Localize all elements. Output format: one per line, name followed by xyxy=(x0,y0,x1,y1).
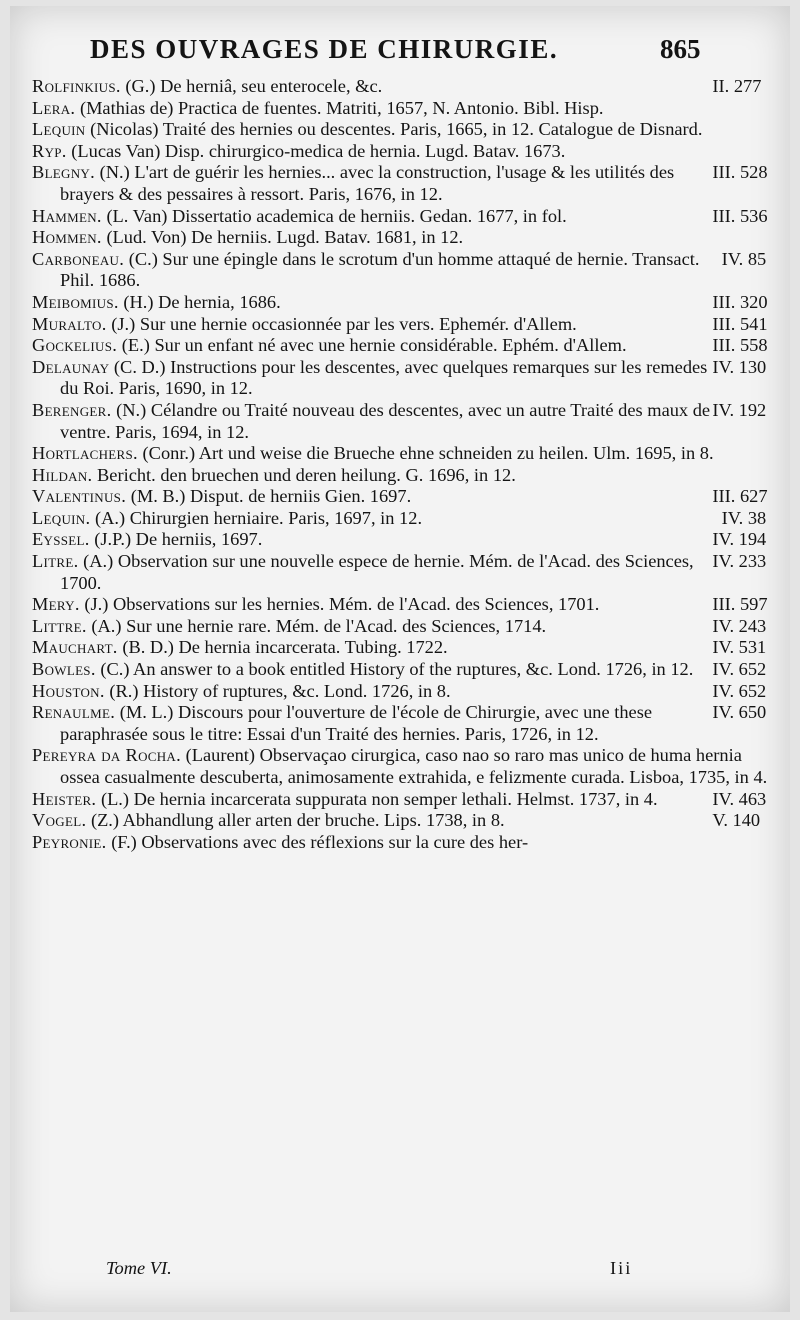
entry-reference: IV. 194 xyxy=(712,529,767,550)
entry-text xyxy=(32,76,772,98)
entry-text xyxy=(32,745,772,788)
entry-text xyxy=(32,594,772,616)
entry-reference: III. 541 xyxy=(712,313,768,334)
bibliography-entry xyxy=(32,357,772,400)
bibliography-entry xyxy=(32,745,772,788)
entry-text xyxy=(32,637,772,659)
author-name: Valentinus. xyxy=(32,486,127,507)
running-title: DES OUVRAGES DE CHIRURGIE. xyxy=(90,34,559,64)
author-name: Littre. xyxy=(32,615,87,636)
entry-reference: III. 627 xyxy=(712,486,768,507)
author-name: Delaunay xyxy=(32,356,110,377)
bibliography-entry xyxy=(32,206,772,228)
bibliography-entry xyxy=(32,292,772,314)
entry-description: (C. D.) Instructions pour les descentes, avec quelques remarques sur les remedes du Roi. Paris, 1690, in 12. xyxy=(60,356,708,399)
author-name: Meibomius. xyxy=(32,291,119,312)
entry-description: (J.) Sur une hernie occasionnée par les vers. Ephemér. d'Allem. xyxy=(111,313,577,334)
author-name: Muralto. xyxy=(32,313,107,334)
entry-description: (G.) De herniâ, seu enterocele, &c. xyxy=(125,76,383,96)
entry-description: (Conr.) Art und weise die Brueche ehne schneiden zu heilen. Ulm. 1695, in 8. xyxy=(142,443,714,464)
entry-description: (M. L.) Discours pour l'ouverture de l'école de Chirurgie, avec une these paraphrasée sous le titre: Essai d'un Traité des hernies. Paris, 1726, in 12. xyxy=(60,702,653,744)
entry-description: (C.) An answer to a book entitled History of the ruptures, &c. Lond. 1726, in 12. xyxy=(100,659,694,680)
bibliography-entry xyxy=(32,486,772,508)
entry-text xyxy=(32,551,772,594)
entry-reference: II. 277 xyxy=(712,76,762,96)
entry-description: (F.) Observations avec des réflexions sur la cure des her- xyxy=(111,831,529,852)
bibliography-entry xyxy=(32,465,772,487)
bibliography-entry xyxy=(32,119,772,141)
author-name: Ryp. xyxy=(32,140,67,161)
entry-text xyxy=(32,400,772,443)
bibliography-entry xyxy=(32,227,772,249)
author-name: Hommen. xyxy=(32,227,102,248)
entry-description: (Lucas Van) Disp. chirurgico-medica de hernia. Lugd. Batav. 1673. xyxy=(71,140,566,161)
entry-reference: IV. 243 xyxy=(712,615,767,636)
entry-reference: IV. 38 xyxy=(721,507,767,528)
bibliography-entry xyxy=(32,314,772,336)
entry-description: (C.) Sur une épingle dans le scrotum d'un homme attaqué de hernie. Transact. Phil. 1686. xyxy=(60,248,700,291)
entry-text xyxy=(32,162,772,205)
bibliography-entry xyxy=(32,810,772,832)
entry-text xyxy=(32,314,772,336)
entry-description: (E.) Sur un enfant né avec une hernie considérable. Ephém. d'Allem. xyxy=(121,335,627,356)
bibliography-entry xyxy=(32,789,772,811)
entry-text xyxy=(32,227,772,249)
author-name: Pereyra da Rocha. xyxy=(32,745,181,766)
bibliography-entry xyxy=(32,659,772,681)
author-name: Lequin. xyxy=(32,507,91,528)
author-name: Blegny. xyxy=(32,162,96,183)
entry-reference: III. 536 xyxy=(712,205,768,226)
author-name: Bowles. xyxy=(32,659,96,680)
bibliography-entry xyxy=(32,508,772,530)
page-footer xyxy=(10,1258,790,1288)
entry-text xyxy=(32,443,772,465)
bibliography-entry xyxy=(32,551,772,594)
bibliography-entry xyxy=(32,335,772,357)
author-name: Mauchart. xyxy=(32,637,118,658)
entry-description: (A.) Chirurgien herniaire. Paris, 1697, in 12. xyxy=(94,507,423,528)
entry-reference: III. 597 xyxy=(712,594,768,615)
entry-text xyxy=(32,508,772,530)
entry-reference: III. 558 xyxy=(712,335,768,356)
entry-reference: IV. 85 xyxy=(721,248,767,269)
entry-text xyxy=(32,810,772,832)
entry-reference: IV. 652 xyxy=(712,659,767,680)
author-name: Gockelius. xyxy=(32,335,118,356)
bibliography-entry xyxy=(32,443,772,465)
author-name: Eyssel. xyxy=(32,529,90,550)
entry-description: (N.) L'art de guérir les hernies... avec la construction, l'usage & les utilités des brayers & des pessaires à ressort. Paris, 1676, in 12. xyxy=(60,162,675,204)
bibliography-entry xyxy=(32,400,772,443)
entry-description: (A.) Observation sur une nouvelle espece de hernie. Mém. de l'Acad. des Sciences, 1700. xyxy=(60,551,694,593)
bibliography-list xyxy=(32,76,772,853)
entry-description: (M. B.) Disput. de herniis Gien. 1697. xyxy=(130,486,412,507)
entry-text xyxy=(32,98,772,120)
bibliography-entry xyxy=(32,832,772,854)
entry-text xyxy=(32,529,772,551)
entry-description: (Lud. Von) De herniis. Lugd. Batav. 1681, in 12. xyxy=(106,227,464,248)
signature-mark: Iii xyxy=(610,1258,633,1278)
entry-description: (Laurent) Observaçao cirurgica, caso nao so raro mas unico de huma hernia ossea casualmente descuberta, animosamente extrahida, e felizmente curada. Lisboa, 1735, in 4. xyxy=(60,745,768,787)
bibliography-entry xyxy=(32,249,772,292)
entry-text xyxy=(32,249,772,292)
bibliography-entry xyxy=(32,76,772,98)
bibliography-entry xyxy=(32,702,772,745)
entry-text xyxy=(32,486,772,508)
author-name: Lequin xyxy=(32,119,86,140)
author-name: Hildan. xyxy=(32,464,93,485)
bibliography-entry xyxy=(32,594,772,616)
entry-description: (J.) Observations sur les hernies. Mém. de l'Acad. des Sciences, 1701. xyxy=(84,594,600,615)
author-name: Rolfinkius. xyxy=(32,76,121,96)
entry-reference: IV. 650 xyxy=(712,702,767,723)
entry-reference: V. 140 xyxy=(712,810,761,831)
entry-text xyxy=(32,335,772,357)
entry-description: (R.) History of ruptures, &c. Lond. 1726, in 8. xyxy=(109,680,451,701)
entry-reference: III. 528 xyxy=(712,162,768,183)
entry-text xyxy=(32,702,772,745)
entry-reference: III. 320 xyxy=(712,291,768,312)
entry-description: (A.) Sur une hernie rare. Mém. de l'Acad. des Sciences, 1714. xyxy=(91,615,547,636)
entry-description: (L. Van) Dissertatio academica de herniis. Gedan. 1677, in fol. xyxy=(106,205,567,226)
entry-description: Bericht. den bruechen und deren heilung. G. 1696, in 12. xyxy=(97,464,516,485)
author-name: Hortlachers. xyxy=(32,443,138,464)
entry-text xyxy=(32,206,772,228)
entry-description: (N.) Célandre ou Traité nouveau des descentes, avec un autre Traité des maux de ventre. Paris, 1694, in 12. xyxy=(60,399,711,442)
entry-text xyxy=(32,616,772,638)
entry-text xyxy=(32,292,772,314)
entry-reference: IV. 463 xyxy=(712,788,767,809)
entry-description: (L.) De hernia incarcerata suppurata non semper lethali. Helmst. 1737, in 4. xyxy=(100,788,658,809)
entry-description: (J.P.) De herniis, 1697. xyxy=(94,529,263,550)
entry-description: (Z.) Abhandlung aller arten der bruche. Lips. 1738, in 8. xyxy=(90,810,505,831)
entry-reference: IV. 192 xyxy=(712,399,767,420)
entry-text xyxy=(32,357,772,400)
page-header xyxy=(10,34,790,74)
entry-text xyxy=(32,659,772,681)
author-name: Lera. xyxy=(32,97,76,118)
author-name: Hammen. xyxy=(32,205,102,226)
bibliography-entry xyxy=(32,616,772,638)
entry-text xyxy=(32,119,772,141)
entry-description: (Mathias de) Practica de fuentes. Matriti, 1657, N. Antonio. Bibl. Hisp. xyxy=(79,97,604,118)
author-name: Vogel. xyxy=(32,810,87,831)
author-name: Carboneau. xyxy=(32,248,125,269)
entry-description: (Nicolas) Traité des hernies ou descentes. Paris, 1665, in 12. Catalogue de Disnard. xyxy=(90,119,703,140)
entry-description: (B. D.) De hernia incarcerata. Tubing. 1722. xyxy=(122,637,448,658)
bibliography-entry xyxy=(32,141,772,163)
entry-reference: IV. 233 xyxy=(712,551,767,572)
entry-text xyxy=(32,832,772,854)
entry-text xyxy=(32,465,772,487)
bibliography-entry xyxy=(32,681,772,703)
entry-text xyxy=(32,141,772,163)
author-name: Mery. xyxy=(32,594,80,615)
page-number: 865 xyxy=(660,34,701,64)
entry-reference: IV. 130 xyxy=(712,356,767,377)
volume-label: Tome VI. xyxy=(106,1258,172,1278)
author-name: Renaulme. xyxy=(32,702,116,723)
entry-description: (H.) De hernia, 1686. xyxy=(123,291,281,312)
bibliography-entry xyxy=(32,98,772,120)
entry-reference: IV. 652 xyxy=(712,680,767,701)
author-name: Heister. xyxy=(32,788,97,809)
author-name: Berenger. xyxy=(32,399,112,420)
author-name: Houston. xyxy=(32,680,105,701)
author-name: Litre. xyxy=(32,551,79,572)
entry-reference: IV. 531 xyxy=(712,637,767,658)
bibliography-entry xyxy=(32,162,772,205)
book-page xyxy=(10,6,790,1312)
entry-text xyxy=(32,681,772,703)
author-name: Peyronie. xyxy=(32,831,107,852)
entry-text xyxy=(32,789,772,811)
bibliography-entry xyxy=(32,529,772,551)
bibliography-entry xyxy=(32,637,772,659)
